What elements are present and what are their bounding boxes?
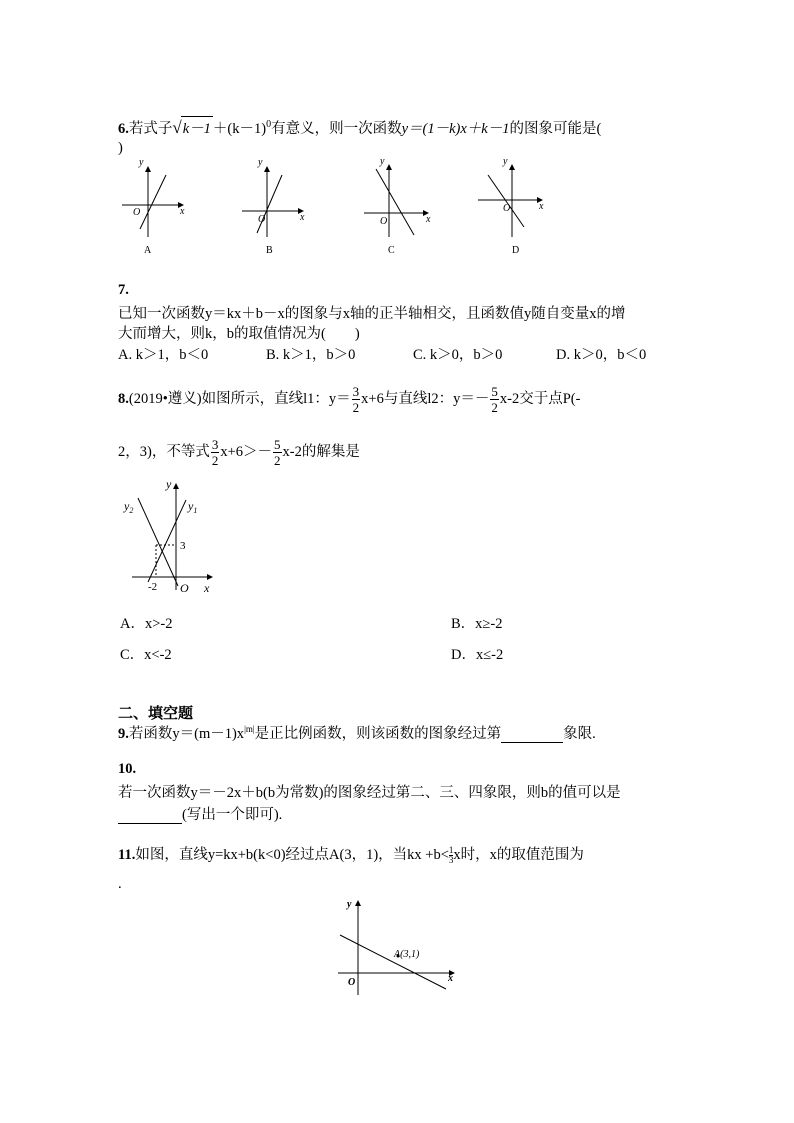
svg-text:x: x xyxy=(300,212,305,223)
svg-text:O: O xyxy=(503,203,511,214)
q8-line2: 2，3)，不等式 $\frac{3}{2}$ x+6＞－ $\frac{5}{2}$ x-2的解集是 xyxy=(118,437,360,469)
q8-graph xyxy=(118,478,228,598)
svg-text:x: x xyxy=(204,581,210,595)
q10-number: 10. xyxy=(118,761,137,777)
q6-number: 6. xyxy=(118,121,129,137)
q6-graph-c xyxy=(364,156,431,256)
q6-graphs xyxy=(110,155,570,265)
section-title: 二、填空题 xyxy=(118,706,194,722)
q7-line2: 大而增大，则k，b的取值情况为( ) xyxy=(118,326,360,342)
svg-text:y: y xyxy=(380,156,385,167)
svg-text:O: O xyxy=(258,214,266,225)
svg-text:y: y xyxy=(258,157,263,168)
q10-answer-blank[interactable] xyxy=(118,809,182,824)
svg-text:O: O xyxy=(180,581,189,595)
q11-stem: 11.如图，直线y=kx+b(k<0)经过点A(3，1)，当kx +b< $\frac{1}{3}$ x时，x的取值范围为 xyxy=(118,845,584,866)
svg-text:y: y xyxy=(139,157,144,168)
q7-number: 7. xyxy=(118,282,129,298)
svg-text:A(3,1): A(3,1) xyxy=(394,949,420,960)
q10-line1: 若一次函数y＝－2x＋b(b为常数)的图象经过第二、三、四象限，则b的值可以是 xyxy=(118,785,621,801)
q8-option-b: B．x≥-2 xyxy=(451,616,503,632)
q7-line1: 已知一次函数y＝kx＋b－x的图象与x轴的正半轴相交，且函数值y随自变量x的增 xyxy=(118,306,626,322)
q6-label-d: D xyxy=(512,245,520,256)
q8-option-d: D．x≤-2 xyxy=(451,647,504,663)
q7-option-d: D. k＞0，b＜0 xyxy=(556,347,647,363)
svg-text:y2: $y_2$ xyxy=(124,499,134,515)
svg-text:x: x xyxy=(539,201,544,212)
q8-option-c: C．x<-2 xyxy=(120,647,172,663)
q11-graph xyxy=(334,895,464,1000)
q10-line2: (写出一个即可). xyxy=(118,803,282,824)
q7-option-c: C. k＞0，b＞0 xyxy=(413,347,503,363)
q6-label-c: C xyxy=(388,245,395,256)
svg-text:3: 3 xyxy=(180,540,186,552)
q9-stem: 9.若函数$y=(m-1)x^{|m|}$是正比例函数，则该函数的图象经过第 象限. xyxy=(118,724,596,742)
svg-text:-2: -2 xyxy=(148,581,158,593)
svg-text:O: O xyxy=(348,977,356,988)
q9-answer-blank[interactable] xyxy=(501,728,563,743)
svg-text:y1: $y_1$ xyxy=(188,499,198,515)
q8-line1: 8.(2019•遵义)如图所示，直线l1：y＝ $\frac{3}{2}$ x+6与直线l2：y＝－ $\frac{5}{2}$ x-2交于点P(- xyxy=(118,384,581,416)
q6-label-b: B xyxy=(266,245,273,256)
svg-text:y: y xyxy=(166,478,172,491)
svg-text:y: y xyxy=(347,899,352,910)
q6-close-paren: ) xyxy=(118,140,123,156)
q8-option-a: A．x>-2 xyxy=(120,616,173,632)
q6-graph-a xyxy=(122,157,185,256)
q7-option-a: A. k＞1，b＜0 xyxy=(118,347,209,363)
svg-text:x: x xyxy=(180,206,185,217)
q7-option-b: B. k＞1，b＞0 xyxy=(266,347,356,363)
svg-text:O: O xyxy=(380,216,388,227)
svg-text:y: y xyxy=(503,156,508,167)
q6-graph-b xyxy=(242,157,305,256)
q6-stem: 6.若式子$√k-1 +(k-1)^0$有意义，则一次函数y＝(1－k)x＋k－1的图象可能是( xyxy=(118,118,602,137)
q11-line2: . xyxy=(118,876,122,892)
svg-text:O: O xyxy=(133,207,141,218)
svg-text:x: x xyxy=(448,973,453,984)
svg-text:x: x xyxy=(426,214,431,225)
q6-graph-d xyxy=(478,156,544,256)
q6-label-a: A xyxy=(144,245,152,256)
